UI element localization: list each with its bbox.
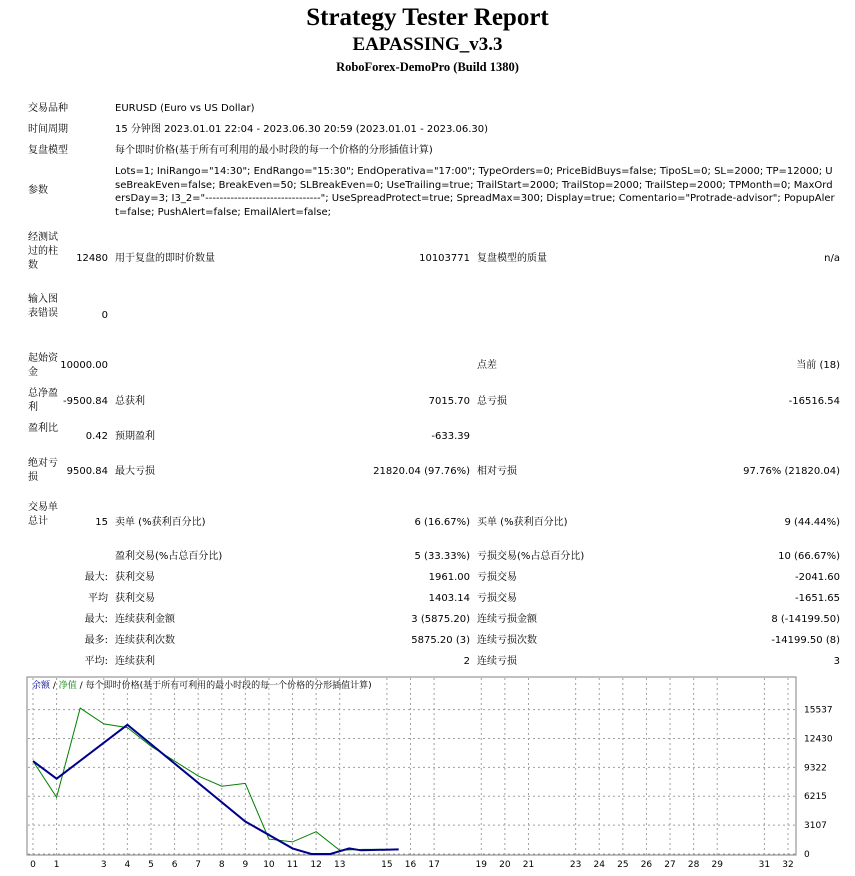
bars-label: 经测试过的柱数 (28, 232, 58, 271)
expected-payoff-value: -633.39 (431, 431, 470, 442)
x-tick-label: 32 (782, 860, 794, 870)
y-tick-label: 9322 (804, 763, 827, 774)
net-profit-label: 总净盈利 (28, 388, 58, 413)
x-tick-label: 3 (100, 860, 107, 870)
errors-label: 输入图表错误 (28, 294, 58, 319)
model-label: 复盘模型 (28, 145, 68, 156)
max-consecutive-label: 最大: (84, 614, 108, 625)
x-tick-label: 5 (148, 860, 154, 870)
gross-profit-value: 7015.70 (428, 396, 470, 407)
x-tick-label: 0 (30, 860, 36, 870)
x-tick-label: 17 (428, 860, 440, 870)
chart-frame (27, 677, 796, 855)
abs-drawdown-value: 9500.84 (66, 466, 108, 477)
y-tick-label: 3107 (804, 821, 827, 832)
max-consec-losses-value: 8 (-14199.50) (771, 614, 840, 625)
errors-value: 0 (101, 310, 108, 321)
x-tick-label: 21 (522, 860, 535, 870)
deposit-value: 10000.00 (60, 360, 108, 371)
x-tick-label: 4 (124, 860, 131, 870)
short-positions-label: 卖单 (%获利百分比) (115, 517, 206, 528)
quality-value: n/a (824, 253, 840, 264)
x-tick-label: 1 (53, 860, 60, 870)
avg-consec-losses-label: 连续亏损 (477, 656, 517, 667)
avg-consec-wins-value: 2 (463, 656, 470, 667)
maximal-consec-loss-value: -14199.50 (8) (771, 635, 840, 646)
avg-consec-losses-value: 3 (833, 656, 840, 667)
ticks-value: 10103771 (419, 253, 470, 264)
x-tick-label: 15 (381, 860, 393, 870)
largest-profit-value: 1961.00 (428, 572, 470, 583)
total-trades-value: 15 (95, 517, 108, 528)
profit-trades-value: 5 (33.33%) (414, 551, 470, 562)
y-axis-ticks (804, 706, 833, 860)
x-tick-label: 10 (263, 860, 275, 870)
gross-loss-value: -16516.54 (788, 396, 840, 407)
expected-payoff-label: 预期盈利 (115, 431, 155, 442)
x-tick-label: 27 (664, 860, 676, 870)
x-tick-label: 20 (499, 860, 511, 870)
deposit-label: 起始资金 (28, 353, 58, 378)
spread-value: 当前 (18) (796, 360, 840, 371)
params-label: 参数 (28, 185, 48, 196)
legend-balance: 余额 (32, 681, 51, 691)
ea-name: EAPASSING_v3.3 (352, 34, 503, 55)
x-tick-label: 9 (242, 860, 249, 870)
y-tick-label: 12430 (804, 734, 833, 745)
x-tick-label: 8 (218, 860, 225, 870)
profit-factor-label: 盈利比 (28, 423, 58, 434)
chart-legend (32, 679, 372, 691)
profit-trades-label: 盈利交易(%占总百分比) (115, 551, 223, 562)
largest-profit-label: 获利交易 (115, 572, 155, 583)
y-tick-label: 0 (804, 850, 810, 860)
total-trades-label: 交易单总计 (28, 502, 58, 527)
loss-trades-value: 10 (66.67%) (778, 551, 840, 562)
symbol-label: 交易品种 (28, 103, 68, 114)
symbol-value: EURUSD (Euro vs US Dollar) (115, 103, 255, 114)
average-loss-label: 亏损交易 (477, 593, 517, 604)
average-profit-label: 获利交易 (115, 593, 155, 604)
average-label: 平均 (88, 593, 108, 604)
rel-drawdown-value: 97.76% (21820.04) (743, 466, 840, 477)
spread-label: 点差 (477, 360, 497, 371)
x-tick-label: 25 (617, 860, 629, 870)
max-drawdown-label: 最大亏损 (115, 466, 155, 477)
max-consec-wins-label: 连续获利金额 (115, 614, 175, 625)
legend-separator-2: / (76, 681, 86, 691)
loss-trades-label: 亏损交易(%占总百分比) (477, 551, 585, 562)
x-tick-label: 13 (333, 860, 346, 870)
rel-drawdown-label: 相对亏损 (477, 466, 517, 477)
gross-profit-label: 总获利 (115, 396, 145, 407)
legend-separator-1: / (50, 681, 59, 691)
x-axis-ticks (30, 860, 794, 870)
profit-factor-value: 0.42 (85, 431, 108, 442)
maximal-consec-loss-label: 连续亏损次数 (477, 635, 537, 646)
average-loss-value: -1651.65 (795, 593, 840, 604)
x-tick-label: 16 (404, 860, 417, 870)
ticks-label: 用于复盘的即时价数量 (115, 253, 215, 264)
x-tick-label: 24 (593, 860, 605, 870)
net-profit-value: -9500.84 (63, 396, 108, 407)
period-value: 15 分钟图 2023.01.01 22:04 - 2023.06.30 20:59 (2023.01.01 - 2023.06.30) (115, 124, 489, 135)
average-profit-value: 1403.14 (428, 593, 470, 604)
x-tick-label: 11 (286, 860, 299, 870)
report-title: Strategy Tester Report (306, 4, 549, 31)
period-label: 时间周期 (28, 124, 68, 135)
balance-equity-chart (26, 676, 833, 874)
x-tick-label: 6 (171, 860, 178, 870)
quality-label: 复盘模型的质量 (477, 253, 547, 264)
y-tick-label: 6215 (804, 792, 827, 803)
max-drawdown-value: 21820.04 (97.76%) (373, 466, 470, 477)
largest-loss-label: 亏损交易 (477, 572, 517, 583)
legend-equity: 净值 (58, 681, 77, 691)
y-tick-label: 15537 (804, 705, 833, 716)
maximal-consec-profit-value: 5875.20 (3) (411, 635, 470, 646)
legend-model: 每个即时价格(基于所有可利用的最小时段的每一个价格的分形插值计算) (85, 681, 372, 691)
maximal-consecutive-label: 最多: (84, 635, 108, 646)
params-value: Lots=1; IniRango="14:30"; EndRango="15:30"; EndOperativa="17:00"; TypeOrders=0; PriceBidBuys=false; TipoSL=0; SL=2000; TP=12000; UseBreakEven=false; BreakEven=50; SLBreakEven=0; UseTrailing=true; TrailStart=2000; TrailStop=2000; TrailStep=2000; TPMonth=0; MaxOrdersDay=3; I3_2="--------------------------------"; UseSpreadProtect=true; SpreadMax=300; Display=true; Comentario="Protrade-advisor"; PopupAlert=false; PushAlert=false; EmailAlert=false; (115, 166, 835, 218)
server-build: RoboForex-DemoPro (Build 1380) (336, 60, 519, 74)
x-tick-label: 12 (310, 860, 322, 870)
x-tick-label: 29 (711, 860, 723, 870)
model-value: 每个即时价格(基于所有可利用的最小时段的每一个价格的分形插值计算) (115, 145, 433, 156)
avg-consec-wins-label: 连续获利 (115, 656, 155, 667)
x-tick-label: 19 (475, 860, 488, 870)
long-positions-label: 买单 (%获利百分比) (477, 517, 568, 528)
x-tick-label: 23 (569, 860, 582, 870)
gross-loss-label: 总亏损 (477, 396, 507, 407)
max-consec-wins-value: 3 (5875.20) (411, 614, 470, 625)
short-positions-value: 6 (16.67%) (414, 517, 470, 528)
x-tick-label: 26 (640, 860, 653, 870)
abs-drawdown-label: 绝对亏损 (28, 458, 58, 483)
bars-value: 12480 (76, 253, 108, 264)
long-positions-value: 9 (44.44%) (784, 517, 840, 528)
largest-loss-value: -2041.60 (795, 572, 840, 583)
x-tick-label: 31 (758, 860, 771, 870)
average-consecutive-label: 平均: (84, 656, 108, 667)
x-tick-label: 28 (687, 860, 700, 870)
x-tick-label: 7 (195, 860, 202, 870)
max-consec-losses-label: 连续亏损金额 (477, 614, 537, 625)
largest-label: 最大: (84, 572, 108, 583)
maximal-consec-profit-label: 连续获利次数 (115, 635, 175, 646)
